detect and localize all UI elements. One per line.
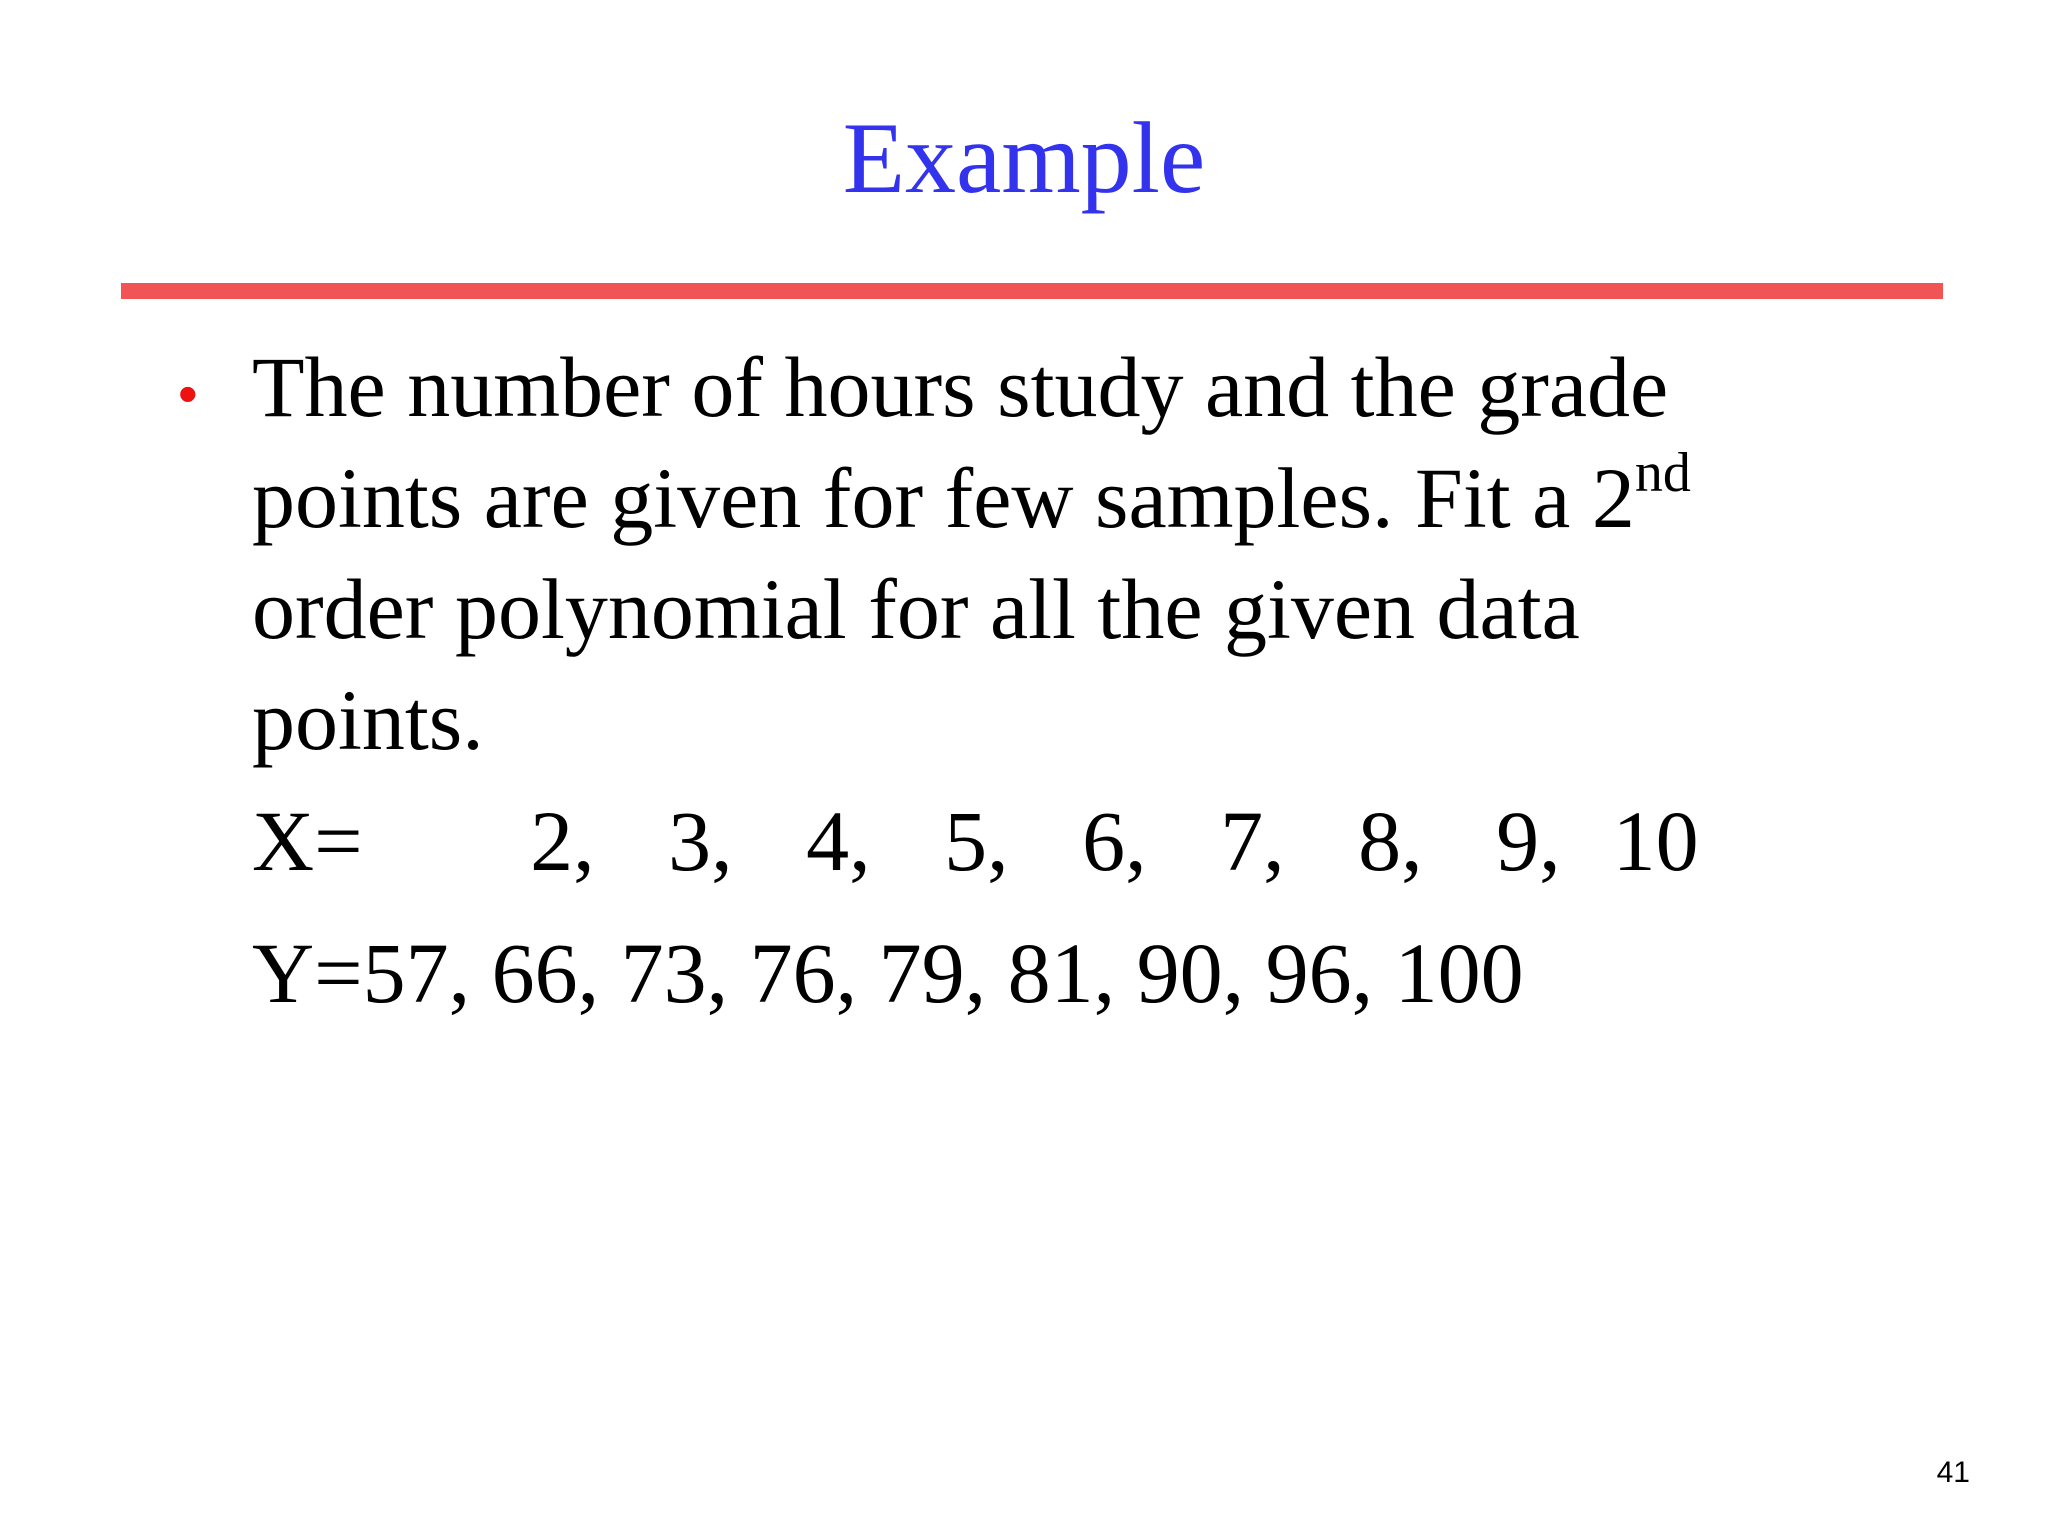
title-divider xyxy=(121,283,1943,299)
x-value: 9, xyxy=(1496,793,1561,889)
x-value: 10 xyxy=(1612,793,1699,889)
y-label: Y= xyxy=(252,925,363,1021)
x-label: X= xyxy=(252,793,363,889)
x-value: 6, xyxy=(1082,793,1147,889)
x-values-row xyxy=(252,793,1699,889)
x-value: 2, xyxy=(530,793,595,889)
ordinal-superscript: nd xyxy=(1634,442,1691,505)
bullet-marker: • xyxy=(178,362,198,425)
bullet-text xyxy=(252,332,1772,776)
x-value: 4, xyxy=(806,793,871,889)
y-values-row xyxy=(252,925,1524,1021)
x-value: 5, xyxy=(944,793,1009,889)
bullet-text-end: order polynomial for all the given data points. xyxy=(252,561,1580,768)
x-value: 8, xyxy=(1358,793,1423,889)
page-number: 41 xyxy=(1936,1456,1970,1489)
slide-title: Example xyxy=(842,102,1206,215)
x-value: 3, xyxy=(668,793,733,889)
y-values: 57, 66, 73, 76, 79, 81, 90, 96, 100 xyxy=(362,925,1524,1021)
x-values xyxy=(363,793,1699,889)
x-value: 7, xyxy=(1220,793,1285,889)
bullet-text-start: The number of hours study and the grade points are given for few samples. Fit a 2 xyxy=(252,339,1669,546)
